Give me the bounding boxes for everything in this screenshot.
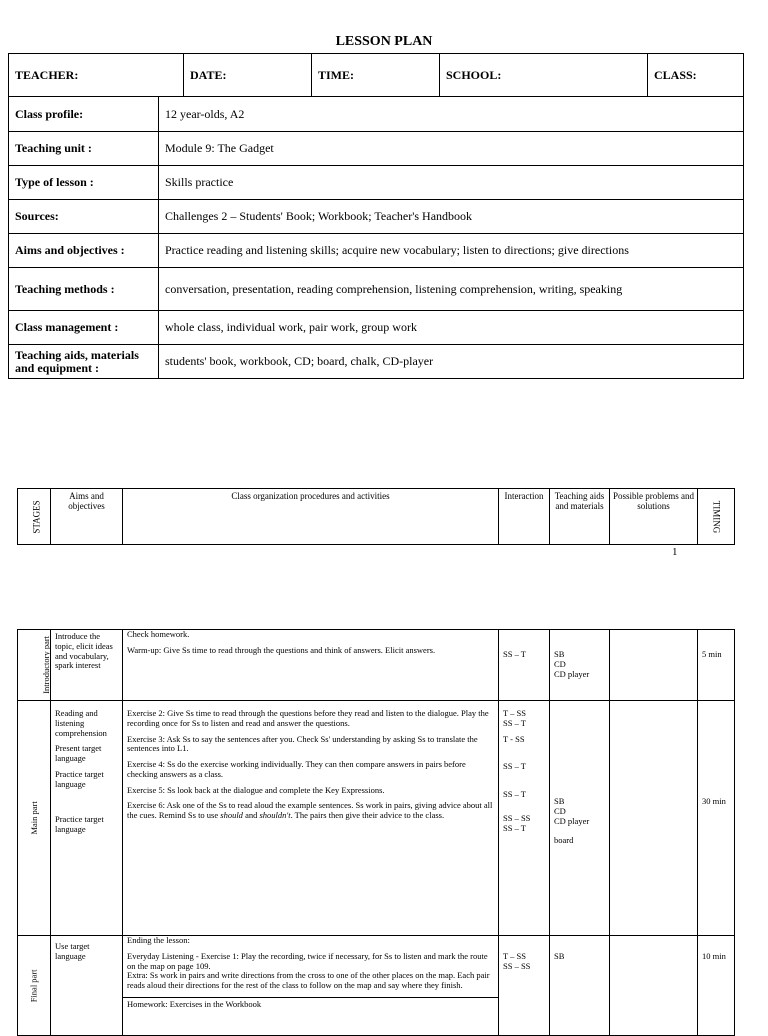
intro-aids: SB CD CD player [550,630,610,701]
aims-objectives-value: Practice reading and listening skills; acquire new vocabulary; listen to directions; give directions [159,234,744,268]
main-aids: SB CD CD player board [550,701,610,936]
intro-row [18,630,735,701]
intro-stage-cell: Introductory part [18,630,51,701]
teacher-label: TEACHER: [9,54,184,97]
main-stage-cell: Main part [18,701,51,936]
sources-label: Sources: [9,200,159,234]
intro-check-homework: Check homework. [127,629,190,639]
lesson-type-value: Skills practice [159,166,744,200]
final-problems [610,936,698,1036]
interaction-header: Interaction [499,489,550,545]
teaching-unit-value: Module 9: The Gadget [159,132,744,166]
lesson-type-label: Type of lesson : [9,166,159,200]
ending-lesson: Ending the lesson: [127,935,190,945]
intro-problems [610,630,698,701]
timing-header: TIMING [698,489,735,545]
intro-timing: 5 min [698,630,735,701]
final-stage-cell: Final part [18,936,51,1036]
teaching-methods-label: Teaching methods : [9,268,159,311]
homework: Homework: Exercises in the Workbook [123,997,498,1010]
class-management-label: Class management : [9,311,159,345]
problems-header: Possible problems and solutions [610,489,698,545]
teaching-methods-value: conversation, presentation, reading comprehension, listening comprehension, writing, speaking [159,268,744,311]
main-interaction: T – SS SS – T T - SS SS – T SS – T SS – SS SS – T [499,701,550,936]
aids-header: Teaching aids and materials [550,489,610,545]
main-problems [610,701,698,936]
stages-header: STAGES [18,489,51,545]
intro-interaction: SS – T [499,630,550,701]
exercise-4: Exercise 4: Ss do the exercise working individually. They can then compare answers in pairs before checking answers as a class. [127,759,466,779]
main-procedures [123,701,499,936]
intro-warmup: Warm-up: Give Ss time to read through the questions and think of answers. Elicit answers. [127,644,436,655]
final-procedures [123,936,499,1036]
final-aims: Use target language [51,936,123,1036]
teaching-unit-label: Teaching unit : [9,132,159,166]
main-aims: Reading and listening comprehension Present target language Practice target language Practice target language [51,701,123,936]
lesson-stages-table [17,629,735,1036]
class-management-value: whole class, individual work, pair work, group work [159,311,744,345]
final-row [18,936,735,1036]
extra-activity: Extra: Ss work in pairs and write directions from the cross to one of the other places on the map. Each pair reads aloud their directions for the rest of the class to follow on the map and say where they finish. [127,970,490,991]
final-timing: 10 min [698,936,735,1036]
everyday-listening: Everyday Listening - Exercise 1: Play the recording, twice if necessary, for Ss to listen and mark the route on the map on page 109. [127,950,488,971]
stage-columns-header [17,488,735,545]
intro-aims: Introduce the topic, elicit ideas and vocabulary, spark interest [51,630,123,701]
procedures-header: Class organization procedures and activities [123,489,499,545]
school-label: SCHOOL: [440,54,648,97]
final-aids: SB [550,936,610,1036]
main-row [18,701,735,936]
final-interaction: T – SS SS – SS [499,936,550,1036]
aims-objectives-label: Aims and objectives : [9,234,159,268]
teaching-aids-label: Teaching aids, materials and equipment : [9,345,159,379]
document-title: LESSON PLAN [335,34,433,49]
exercise-6: Exercise 6: Ask one of the Ss to read aloud the example sentences. Ss work in pairs, giving advice about all the cues. Remind Ss to use should and shouldn't. The pairs then give their advice to the class. [127,800,493,821]
time-label: TIME: [312,54,440,97]
class-profile-label: Class profile: [9,97,159,132]
aims-header: Aims and objectives [51,489,123,545]
page-number: 1 [672,546,678,558]
teaching-aids-value: students' book, workbook, CD; board, chalk, CD-player [159,345,744,379]
exercise-2: Exercise 2: Give Ss time to read through the questions before they read and listen to the dialogue. Play the recording once for Ss to listen and read and answer the questions. [127,708,489,728]
exercise-5: Exercise 5: Ss look back at the dialogue and complete the Key Expressions. [127,784,385,795]
class-profile-value: 12 year-olds, A2 [159,97,744,132]
lesson-info-table [8,53,744,379]
main-timing: 30 min [698,701,735,936]
sources-value: Challenges 2 – Students' Book; Workbook; Teacher's Handbook [159,200,744,234]
exercise-3: Exercise 3: Ask Ss to say the sentences after you. Check Ss' understanding by asking Ss to translate the sentences into L1. [127,733,478,754]
date-label: DATE: [184,54,312,97]
intro-procedures [123,630,499,701]
class-label: CLASS: [648,54,744,97]
